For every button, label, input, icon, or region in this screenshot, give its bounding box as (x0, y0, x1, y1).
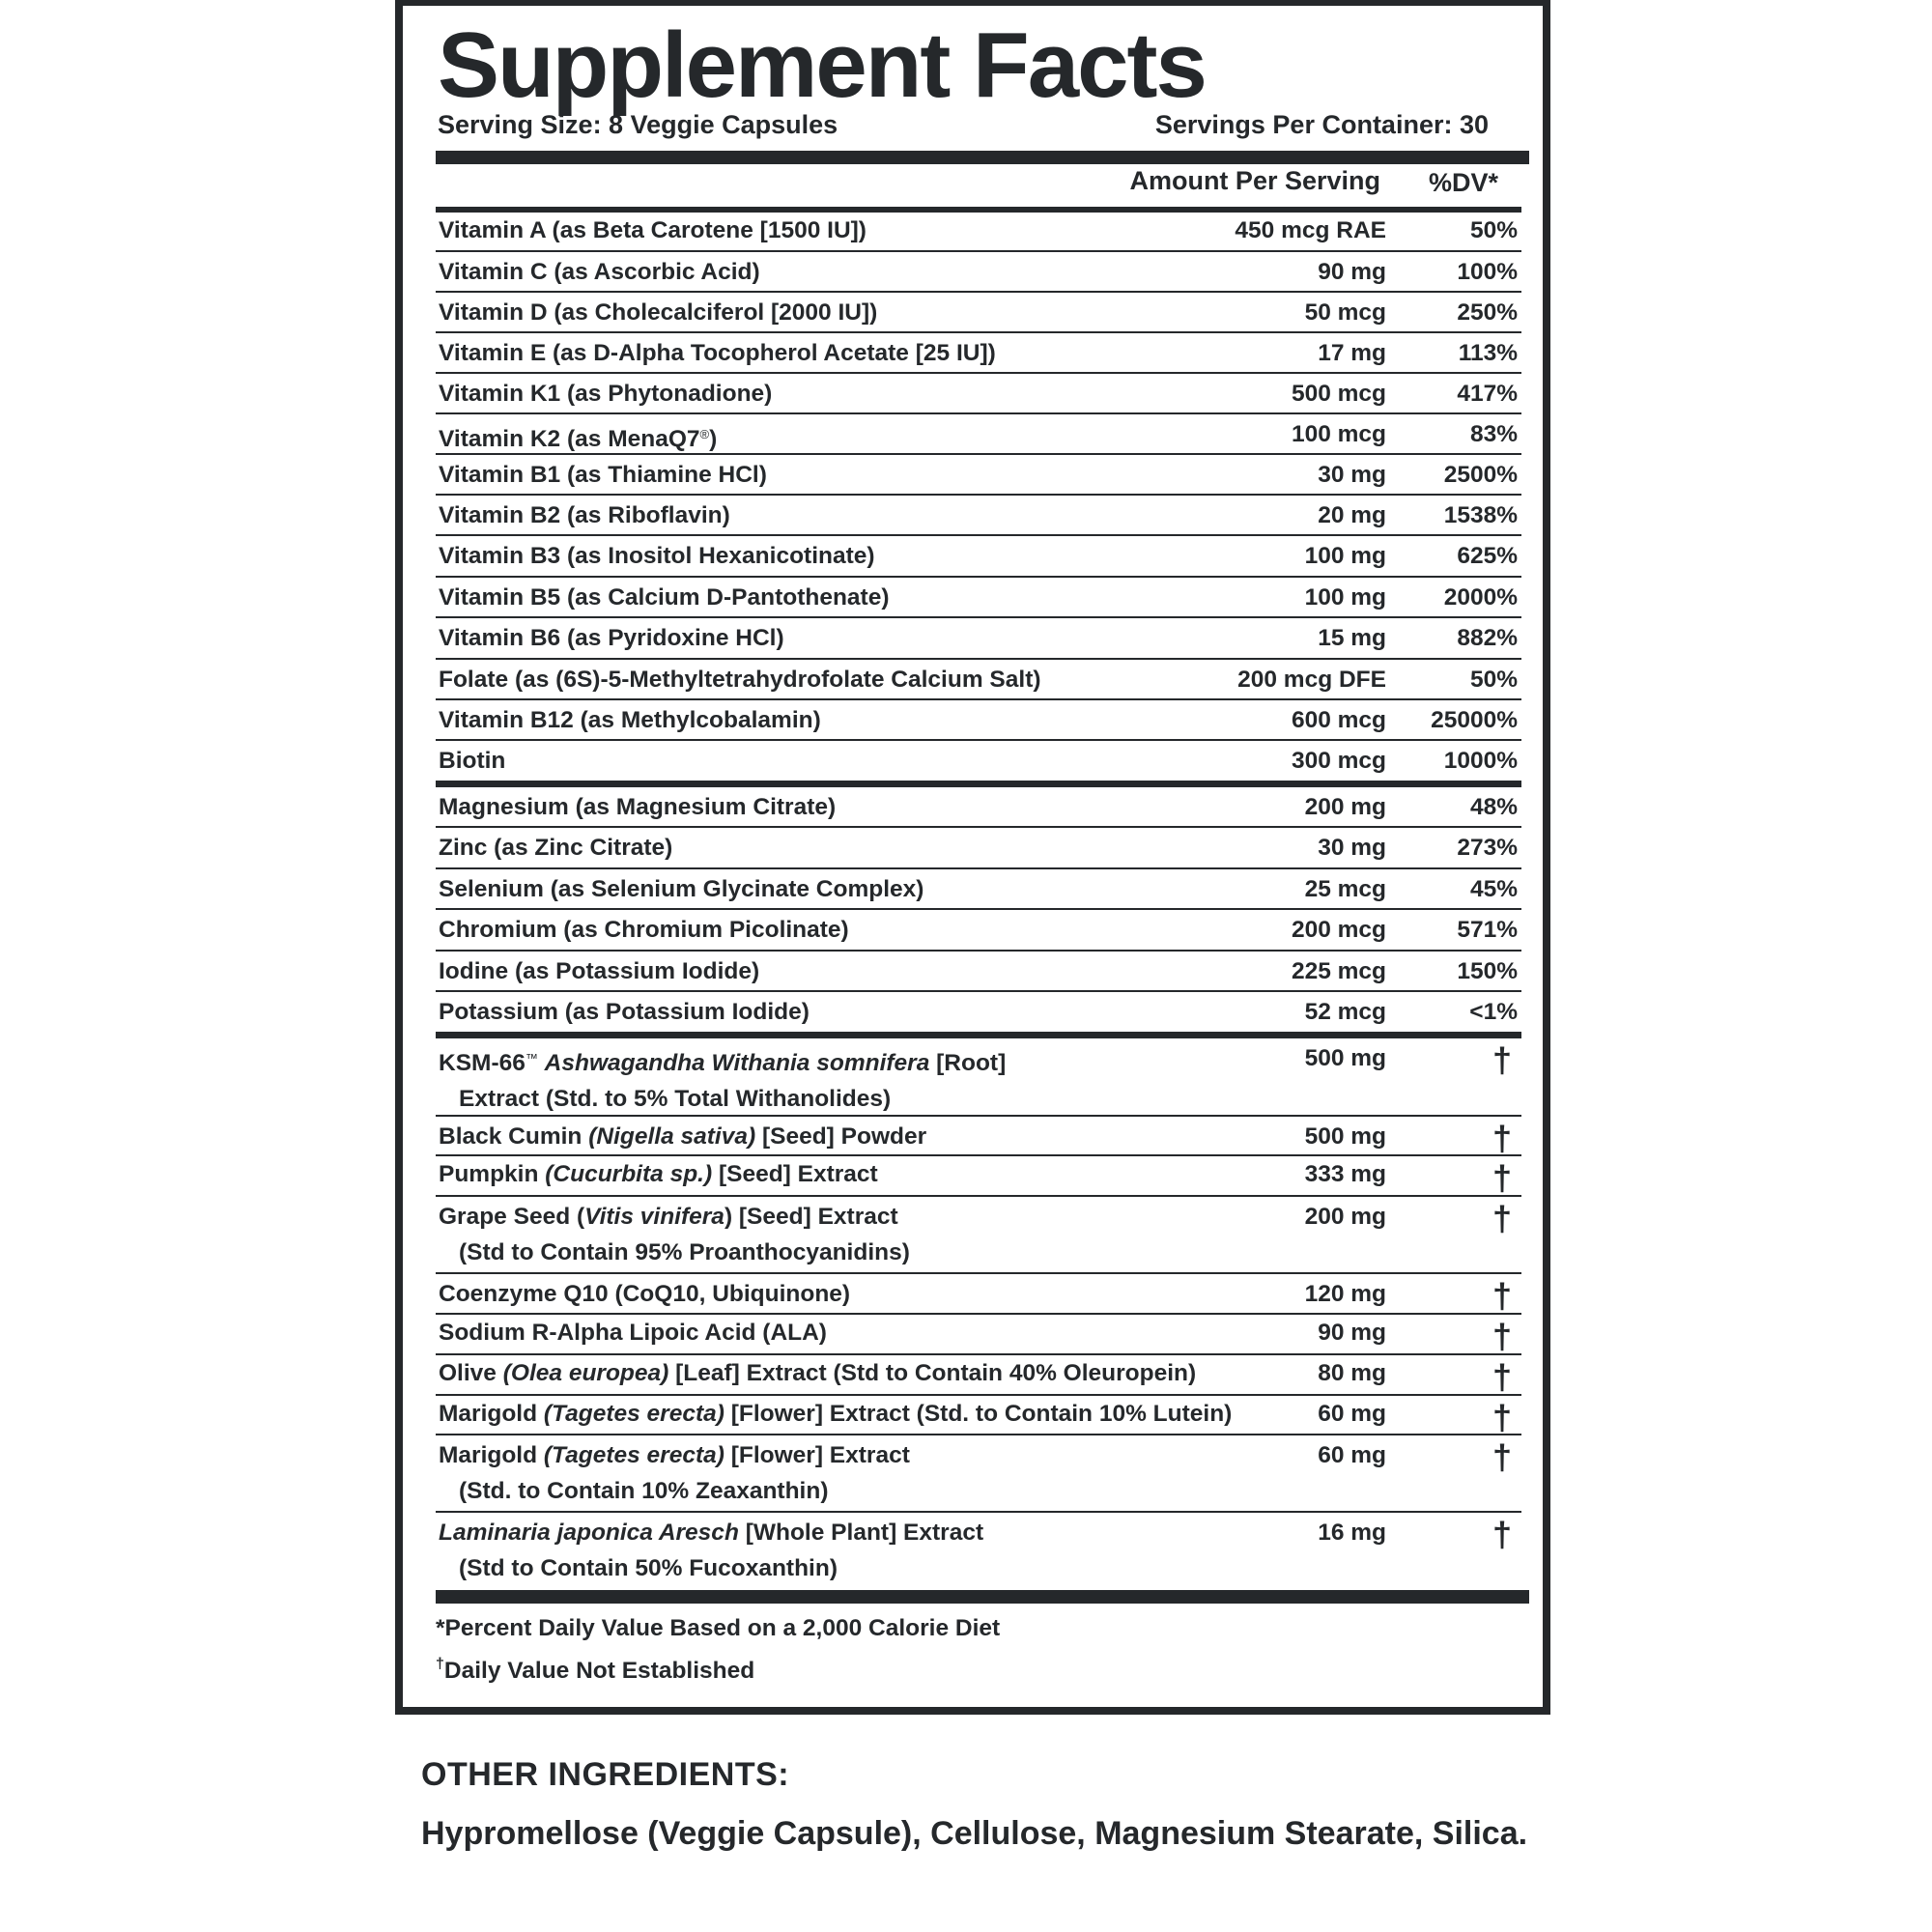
ingredient-dv: 882% (1457, 625, 1518, 651)
table-row (436, 787, 1521, 828)
ingredient-name: Vitamin K2 (as MenaQ7®) (439, 426, 718, 452)
ingredient-dv: 625% (1457, 543, 1518, 569)
table-row (436, 293, 1521, 333)
ingredient-name: Zinc (as Zinc Citrate) (439, 835, 673, 861)
ingredient-dv: 48% (1469, 794, 1518, 820)
ingredient-name: Vitamin E (as D-Alpha Tocopherol Acetate [25 IU]) (439, 340, 996, 366)
ingredient-amount: 100 mg (1304, 584, 1386, 611)
ingredient-amount: 200 mg (1304, 1204, 1386, 1230)
ingredient-amount: 20 mg (1318, 502, 1386, 528)
ingredient-name: Iodine (as Potassium Iodide) (439, 958, 760, 984)
table-row (436, 1315, 1521, 1355)
ingredient-dv: 50% (1469, 667, 1518, 693)
table-row (436, 1156, 1521, 1197)
ingredient-name: Magnesium (as Magnesium Citrate) (439, 794, 837, 820)
table-row (436, 374, 1521, 414)
ingredient-amount: 333 mg (1304, 1161, 1386, 1187)
ingredient-amount: 100 mcg (1291, 421, 1386, 447)
ingredient-name: Pumpkin (Cucurbita sp.) [Seed] Extract (439, 1161, 878, 1187)
ingredient-amount: 600 mcg (1291, 707, 1386, 733)
ingredient-dv: 1538% (1443, 502, 1518, 528)
other-ingredients-heading: OTHER INGREDIENTS: (421, 1756, 790, 1793)
table-row (436, 1355, 1521, 1396)
daily-value-header: %DV* (1428, 168, 1498, 197)
ingredient-name: Marigold (Tagetes erecta) [Flower] Extract (Std. to Contain 10% Lutein) (439, 1401, 1233, 1427)
table-row (436, 1117, 1521, 1156)
ingredient-name: Vitamin K1 (as Phytonadione) (439, 381, 773, 407)
supplement-facts-panel (395, 0, 1550, 1715)
table-row (436, 578, 1521, 618)
table-row (436, 910, 1521, 952)
dagger-mark: † (1492, 1158, 1512, 1198)
ingredient-amount: 225 mcg (1291, 958, 1386, 984)
dagger-mark: † (436, 1656, 444, 1672)
ingredient-dv: 2500% (1443, 462, 1518, 488)
ingredient-name: Potassium (as Potassium Iodide) (439, 999, 810, 1025)
ingredient-name: Biotin (439, 748, 506, 774)
dagger-mark: † (1492, 1317, 1512, 1356)
ingredient-dv: 250% (1457, 299, 1518, 326)
ingredient-amount: 120 mg (1304, 1281, 1386, 1307)
ingredient-dv: 1000% (1443, 748, 1518, 774)
ingredient-name: Vitamin B3 (as Inositol Hexanicotinate) (439, 543, 875, 569)
servings-per-container: Servings Per Container: 30 (1154, 110, 1489, 139)
table-row (436, 1038, 1521, 1117)
ingredient-amount: 450 mcg RAE (1235, 217, 1386, 243)
table-row (436, 536, 1521, 578)
ingredient-amount: 60 mg (1318, 1401, 1386, 1427)
trademark-mark: ™ (525, 1051, 538, 1065)
table-row (436, 414, 1521, 455)
ingredient-name: Grape Seed (Vitis vinifera) [Seed] Extract (Std to Contain 95% Proanthocyanidins) (439, 1204, 910, 1265)
dagger-mark: † (1492, 1515, 1512, 1554)
amount-per-serving-header: Amount Per Serving (1129, 166, 1380, 195)
table-row (436, 869, 1521, 910)
table-row (436, 1197, 1521, 1274)
ingredient-amount: 100 mg (1304, 543, 1386, 569)
ingredient-dv: 273% (1457, 835, 1518, 861)
ingredient-amount: 60 mg (1318, 1442, 1386, 1468)
table-row (436, 952, 1521, 992)
ingredient-amount: 16 mg (1318, 1520, 1386, 1546)
ingredient-name: Chromium (as Chromium Picolinate) (439, 917, 849, 943)
ingredient-name: Vitamin B1 (as Thiamine HCl) (439, 462, 767, 488)
dagger-footnote: †Daily Value Not Established (436, 1656, 755, 1684)
table-row (436, 1513, 1521, 1590)
ingredient-dv: 2000% (1443, 584, 1518, 611)
ingredient-dv: 113% (1458, 340, 1518, 366)
ingredient-name: Vitamin B5 (as Calcium D-Pantothenate) (439, 584, 890, 611)
ingredient-amount: 30 mg (1318, 835, 1386, 861)
ingredient-dv: 25000% (1431, 707, 1518, 733)
ingredient-amount: 17 mg (1318, 340, 1386, 366)
dagger-mark: † (1492, 1398, 1512, 1437)
ingredient-amount: 15 mg (1318, 625, 1386, 651)
ingredient-name: Vitamin C (as Ascorbic Acid) (439, 259, 760, 285)
ingredient-amount: 300 mcg (1291, 748, 1386, 774)
ingredient-name: Vitamin A (as Beta Carotene [1500 IU]) (439, 217, 867, 243)
dagger-mark: † (1492, 1437, 1512, 1477)
ingredient-dv: 50% (1469, 217, 1518, 243)
table-row (436, 1435, 1521, 1513)
ingredient-name: Black Cumin (Nigella sativa) [Seed] Powder (439, 1123, 927, 1150)
table-row (436, 496, 1521, 536)
table-row (436, 1274, 1521, 1315)
registered-mark: ® (699, 427, 710, 441)
ingredient-dv: 100% (1457, 259, 1518, 285)
ingredient-name: Vitamin B12 (as Methylcobalamin) (439, 707, 821, 733)
ingredient-name: Vitamin B2 (as Riboflavin) (439, 502, 730, 528)
ingredient-name: Vitamin D (as Cholecalciferol [2000 IU]) (439, 299, 878, 326)
ingredient-name: Vitamin B6 (as Pyridoxine HCl) (439, 625, 784, 651)
ingredient-amount: 500 mg (1304, 1123, 1386, 1150)
ingredient-dv: 83% (1469, 421, 1518, 447)
ingredient-dv: 417% (1457, 381, 1518, 407)
ingredient-name: Sodium R-Alpha Lipoic Acid (ALA) (439, 1320, 827, 1346)
dagger-mark: † (1492, 1357, 1512, 1397)
table-row (436, 992, 1521, 1038)
ingredient-amount: 80 mg (1318, 1360, 1386, 1386)
dagger-mark: † (1492, 1119, 1512, 1158)
ingredient-dv: <1% (1469, 999, 1518, 1025)
serving-size: Serving Size: 8 Veggie Capsules (438, 110, 838, 139)
ingredient-amount: 500 mcg (1291, 381, 1386, 407)
ingredient-dv: 150% (1457, 958, 1518, 984)
panel-title: Supplement Facts (438, 14, 1206, 117)
ingredient-amount: 52 mcg (1304, 999, 1386, 1025)
ingredient-amount: 200 mcg (1291, 917, 1386, 943)
ingredient-amount: 200 mcg DFE (1237, 667, 1386, 693)
ingredient-name: Olive (Olea europea) [Leaf] Extract (Std to Contain 40% Oleuropein) (439, 1360, 1197, 1386)
table-row (436, 660, 1521, 700)
nutrient-table (436, 213, 1521, 1590)
ingredient-name: Coenzyme Q10 (CoQ10, Ubiquinone) (439, 1281, 851, 1307)
ingredient-amount: 500 mg (1304, 1045, 1386, 1071)
ingredient-dv: 45% (1469, 876, 1518, 902)
table-row (436, 333, 1521, 374)
top-divider-bar (436, 151, 1529, 164)
ingredient-amount: 90 mg (1318, 259, 1386, 285)
ingredient-name: Laminaria japonica Aresch [Whole Plant] Extract (Std to Contain 50% Fucoxanthin) (439, 1520, 984, 1581)
table-row (436, 618, 1521, 660)
bottom-divider-bar (436, 1590, 1529, 1604)
ingredient-amount: 50 mcg (1304, 299, 1386, 326)
daily-value-footnote: *Percent Daily Value Based on a 2,000 Calorie Diet (436, 1615, 1001, 1641)
dagger-mark: † (1492, 1276, 1512, 1316)
ingredient-name: Marigold (Tagetes erecta) [Flower] Extract (Std. to Contain 10% Zeaxanthin) (439, 1442, 910, 1504)
table-row (436, 252, 1521, 293)
ingredient-name: KSM-66™ Ashwagandha Withania somnifera [Root] Extract (Std. to 5% Total Withanolides) (439, 1050, 1007, 1112)
ingredient-amount: 90 mg (1318, 1320, 1386, 1346)
ingredient-amount: 200 mg (1304, 794, 1386, 820)
table-row (436, 700, 1521, 741)
dagger-mark: † (1492, 1040, 1512, 1080)
ingredient-name: Folate (as (6S)-5-Methyltetrahydrofolate Calcium Salt) (439, 667, 1041, 693)
ingredient-dv: 571% (1457, 917, 1518, 943)
dagger-mark: † (1492, 1199, 1512, 1238)
table-row (436, 1396, 1521, 1435)
ingredient-amount: 30 mg (1318, 462, 1386, 488)
table-row (436, 828, 1521, 869)
table-row (436, 741, 1521, 787)
table-row (436, 213, 1521, 252)
ingredient-name: Selenium (as Selenium Glycinate Complex) (439, 876, 924, 902)
other-ingredients-text: Hypromellose (Veggie Capsule), Cellulose, Magnesium Stearate, Silica. (421, 1815, 1528, 1852)
ingredient-amount: 25 mcg (1304, 876, 1386, 902)
table-row (436, 455, 1521, 496)
